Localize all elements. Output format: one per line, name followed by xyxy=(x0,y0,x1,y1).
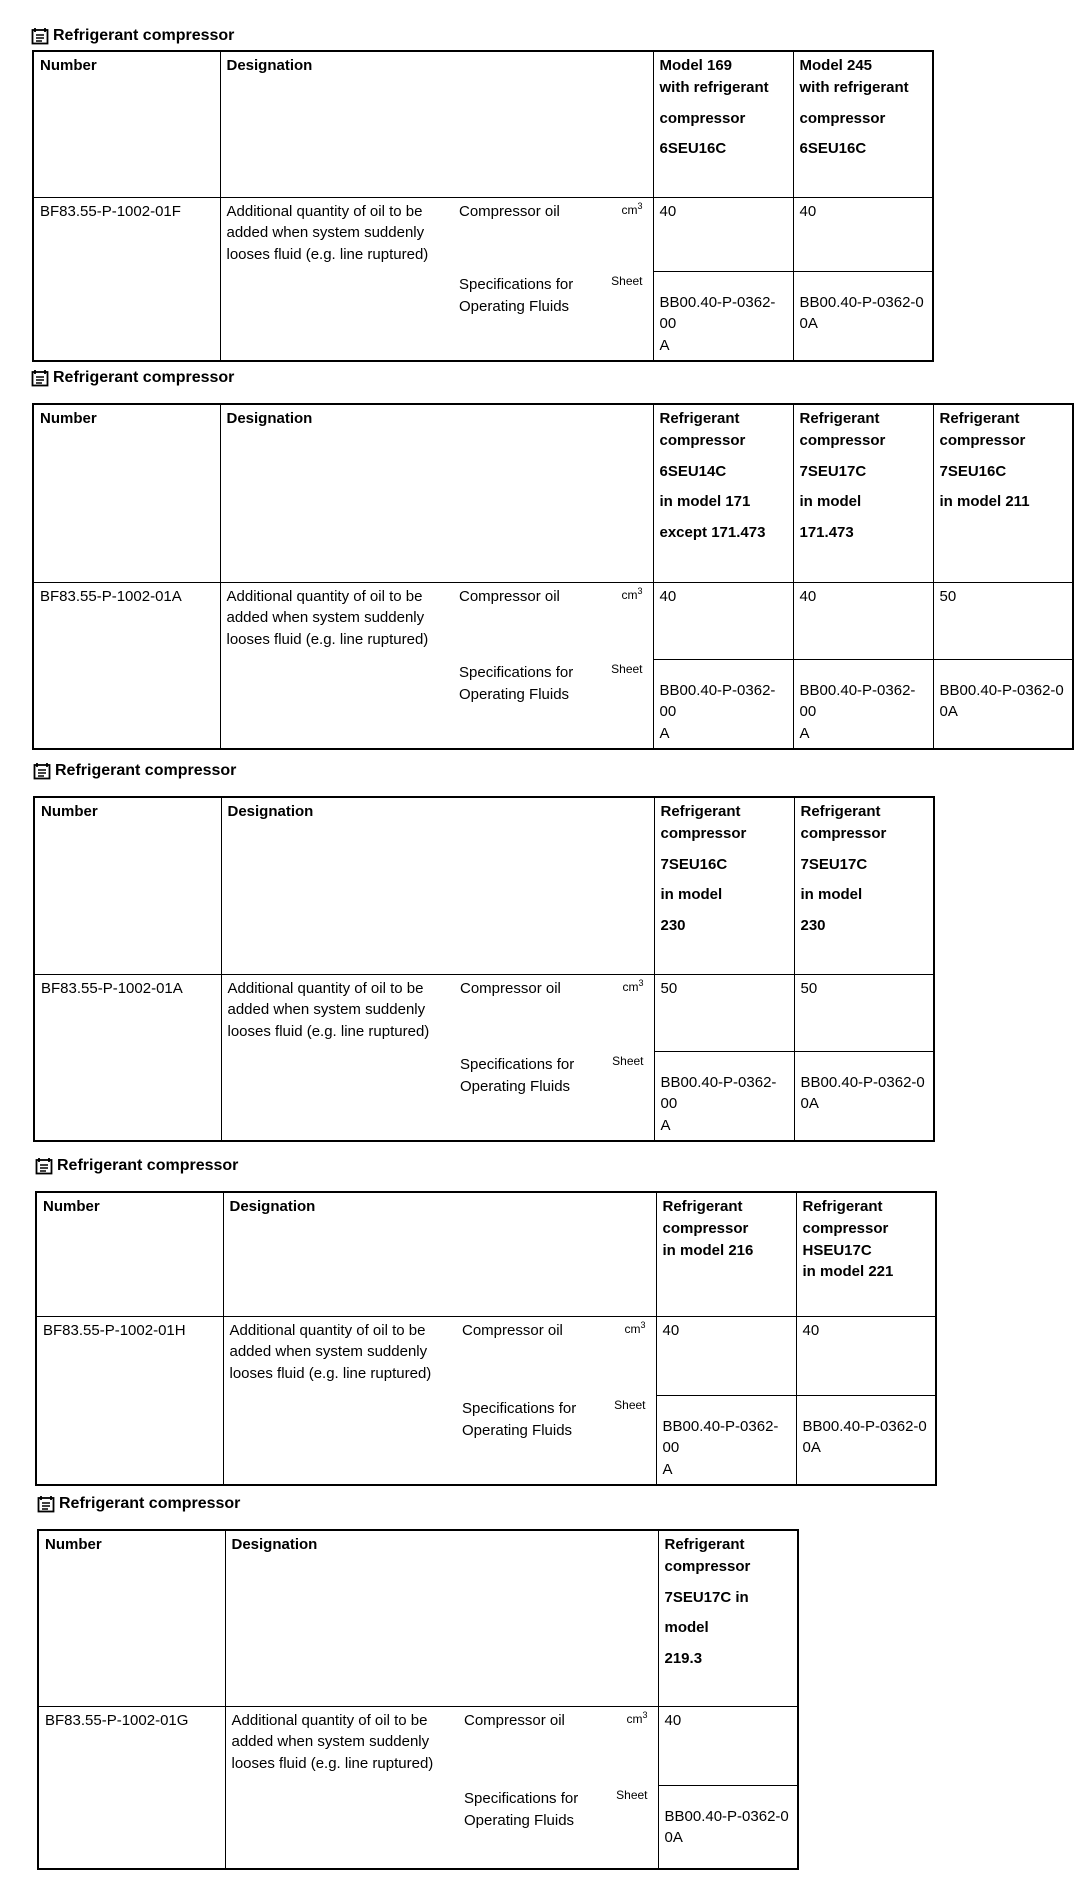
compressor-oil-label: Compressor oil $cm^3$ xyxy=(453,197,653,271)
part-number: BF83.55-P-1002-01F xyxy=(33,197,220,361)
designation-text: Additional quantity of oil to be added when system suddenly looses fluid (e.g. line ruptured) xyxy=(220,197,453,361)
part-number: BF83.55-P-1002-01G xyxy=(38,1706,225,1869)
column-header: Refrigerant compressor 7SEU16C in model 211 xyxy=(933,404,1073,582)
spec-table xyxy=(37,1529,799,1870)
spec-table xyxy=(35,1191,937,1486)
oil-value: 40 xyxy=(653,582,793,659)
section-title xyxy=(35,1156,238,1176)
section-title-text: Refrigerant compressor xyxy=(53,27,235,44)
section-title xyxy=(31,368,234,388)
unit-label: $cm^3$ xyxy=(621,585,643,602)
sheet-reference: BB00.40-P-0362-00 A xyxy=(653,659,793,749)
document-icon xyxy=(33,762,51,780)
specifications-label: Specifications for Operating Fluids Sheet xyxy=(453,659,653,749)
column-header: Model 169 with refrigerant compressor 6SEU16C xyxy=(653,51,793,197)
column-header: Refrigerant compressor HSEU17C in model 221 xyxy=(796,1192,936,1316)
column-header: Refrigerant compressor 6SEU14C in model 171 except 171.473 xyxy=(653,404,793,582)
column-header: Refrigerant compressor in model 216 xyxy=(656,1192,796,1316)
specifications-label: Specifications for Operating Fluids Sheet xyxy=(458,1785,658,1869)
sheet-reference: BB00.40-P-0362-0 0A xyxy=(933,659,1073,749)
header-designation: Designation xyxy=(220,51,653,197)
compressor-oil-label: Compressor oil $cm^3$ xyxy=(456,1316,656,1395)
header-designation: Designation xyxy=(221,797,654,974)
oil-value: 40 xyxy=(796,1316,936,1395)
section-title-text: Refrigerant compressor xyxy=(57,1157,239,1174)
sheet-reference: BB00.40-P-0362-0 0A xyxy=(794,1051,934,1141)
sheet-label: Sheet xyxy=(611,662,643,676)
sheet-label: Sheet xyxy=(616,1788,648,1802)
section-title xyxy=(33,761,236,781)
designation-text: Additional quantity of oil to be added when system suddenly looses fluid (e.g. line ruptured) xyxy=(220,582,453,749)
header-designation: Designation xyxy=(220,404,653,582)
compressor-oil-label: Compressor oil $cm^3$ xyxy=(458,1706,658,1785)
unit-label: $cm^3$ xyxy=(622,977,644,994)
designation-text: Additional quantity of oil to be added when system suddenly looses fluid (e.g. line ruptured) xyxy=(225,1706,458,1869)
header-designation: Designation xyxy=(223,1192,656,1316)
header-designation: Designation xyxy=(225,1530,658,1706)
sheet-reference: BB00.40-P-0362-0 0A xyxy=(658,1785,798,1869)
compressor-oil-label: Compressor oil $cm^3$ xyxy=(454,974,654,1051)
column-header: Refrigerant compressor 7SEU17C in model 171.473 xyxy=(793,404,933,582)
oil-value: 40 xyxy=(793,582,933,659)
sheet-reference: BB00.40-P-0362-00 A xyxy=(793,659,933,749)
oil-value: 40 xyxy=(793,197,933,271)
specifications-label: Specifications for Operating Fluids Sheet xyxy=(453,271,653,361)
spec-table xyxy=(33,796,935,1142)
document-icon xyxy=(31,27,49,45)
document-icon xyxy=(37,1495,55,1513)
header-number: Number xyxy=(33,51,220,197)
sheet-reference: BB00.40-P-0362-00 A xyxy=(656,1395,796,1485)
section-title xyxy=(31,26,234,46)
sheet-label: Sheet xyxy=(612,1054,644,1068)
part-number: BF83.55-P-1002-01A xyxy=(34,974,221,1141)
designation-text: Additional quantity of oil to be added when system suddenly looses fluid (e.g. line ruptured) xyxy=(221,974,454,1141)
document-icon xyxy=(35,1157,53,1175)
sheet-label: Sheet xyxy=(611,274,643,288)
sheet-reference: BB00.40-P-0362-0 0A xyxy=(796,1395,936,1485)
sheet-label: Sheet xyxy=(614,1398,646,1412)
oil-value: 50 xyxy=(654,974,794,1051)
section-title-text: Refrigerant compressor xyxy=(59,1495,241,1512)
specifications-label: Specifications for Operating Fluids Sheet xyxy=(456,1395,656,1485)
designation-text: Additional quantity of oil to be added when system suddenly looses fluid (e.g. line ruptured) xyxy=(223,1316,456,1485)
sheet-reference: BB00.40-P-0362-00 A xyxy=(653,271,793,361)
section-title-text: Refrigerant compressor xyxy=(55,762,237,779)
column-header: Refrigerant compressor 7SEU17C in model 219.3 xyxy=(658,1530,798,1706)
spec-table xyxy=(32,403,1074,750)
column-header: Refrigerant compressor 7SEU16C in model 230 xyxy=(654,797,794,974)
column-header: Model 245 with refrigerant compressor 6SEU16C xyxy=(793,51,933,197)
specifications-label: Specifications for Operating Fluids Sheet xyxy=(454,1051,654,1141)
part-number: BF83.55-P-1002-01H xyxy=(36,1316,223,1485)
unit-label: $cm^3$ xyxy=(626,1709,648,1726)
sheet-reference: BB00.40-P-0362-0 0A xyxy=(793,271,933,361)
section-title xyxy=(37,1494,240,1514)
oil-value: 50 xyxy=(933,582,1073,659)
sheet-reference: BB00.40-P-0362-00 A xyxy=(654,1051,794,1141)
document-icon xyxy=(31,369,49,387)
compressor-oil-label: Compressor oil $cm^3$ xyxy=(453,582,653,659)
header-number: Number xyxy=(33,404,220,582)
unit-label: $cm^3$ xyxy=(621,200,643,217)
header-number: Number xyxy=(36,1192,223,1316)
oil-value: 50 xyxy=(794,974,934,1051)
unit-label: $cm^3$ xyxy=(624,1319,646,1336)
part-number: BF83.55-P-1002-01A xyxy=(33,582,220,749)
spec-table xyxy=(32,50,934,362)
section-title-text: Refrigerant compressor xyxy=(53,369,235,386)
oil-value: 40 xyxy=(653,197,793,271)
oil-value: 40 xyxy=(656,1316,796,1395)
header-number: Number xyxy=(38,1530,225,1706)
oil-value: 40 xyxy=(658,1706,798,1785)
header-number: Number xyxy=(34,797,221,974)
column-header: Refrigerant compressor 7SEU17C in model 230 xyxy=(794,797,934,974)
